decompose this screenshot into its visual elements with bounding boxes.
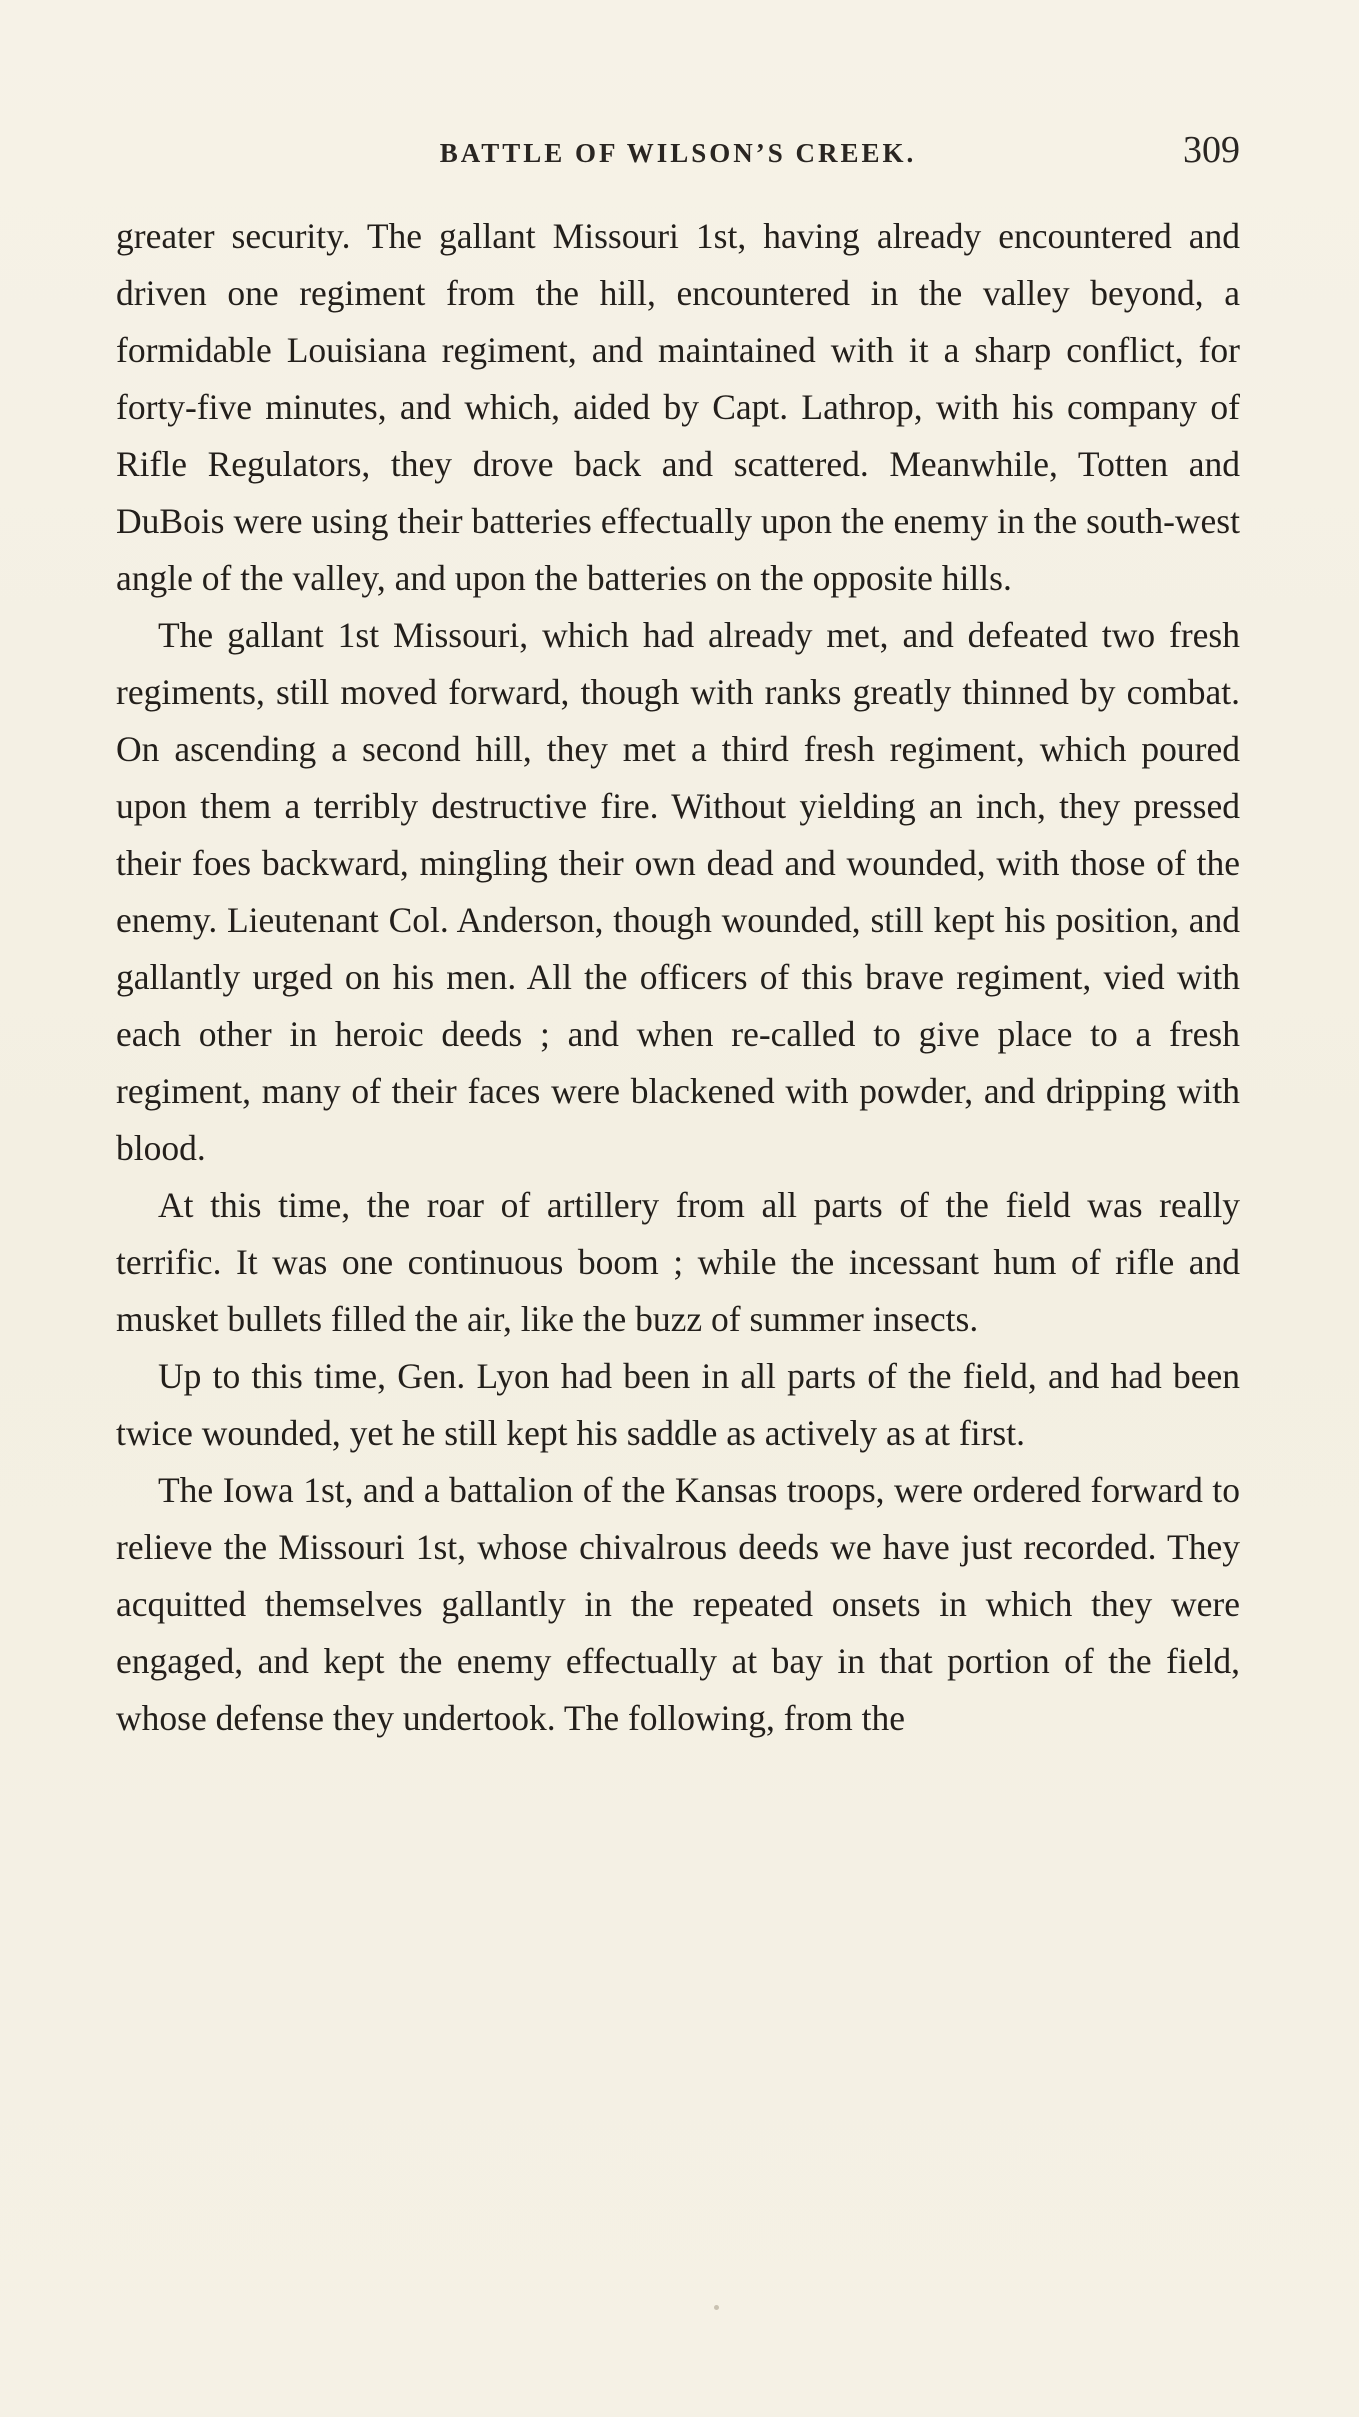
paragraph-2: The gallant 1st Missouri, which had already met, and defeated two fresh regiments, still moved forward, though with ranks greatly thinned by combat. On ascending a second hill, they met a third fresh regiment, which poured upon them a terribly destructive fire. Without yielding an inch, they pressed their foes backward, mingling their own dead and wounded, with those of the enemy. Lieutenant Col. Anderson, though wounded, still kept his position, and gallantly urged on his men. All the officers of this brave regiment, vied with each other in heroic deeds ; and when re-called to give place to a fresh regiment, many of their faces were blackened with powder, and dripping with blood. — [116, 615, 1240, 1168]
paragraph-4: Up to this time, Gen. Lyon had been in all parts of the field, and had been twice wounded, yet he still kept his saddle as actively as at first. — [116, 1356, 1240, 1453]
body-text — [116, 208, 1240, 1747]
paragraph-5: The Iowa 1st, and a battalion of the Kansas troops, were ordered forward to relieve the Missouri 1st, whose chivalrous deeds we have just recorded. They acquitted themselves gallantly in the repeated onsets in which they were engaged, and kept the enemy effectually at bay in that portion of the field, whose defense they undertook. The following, from the — [116, 1470, 1240, 1738]
paragraph-3: At this time, the roar of artillery from all parts of the field was really terrific. It was one continuous boom ; while the incessant hum of rifle and musket bullets filled the air, like the buzz of summer insects. — [116, 1185, 1240, 1339]
paragraph-1: greater security. The gallant Missouri 1st, having already encountered and driven one regiment from the hill, encountered in the valley beyond, a formidable Louisiana regiment, and maintained with it a sharp conflict, for forty-five minutes, and which, aided by Capt. Lathrop, with his company of Rifle Regulators, they drove back and scattered. Meanwhile, Totten and DuBois were using their batteries effectually upon the enemy in the south-west angle of the valley, and upon the batteries on the opposite hills. — [116, 216, 1240, 598]
page-number: 309 — [1183, 129, 1240, 171]
paper-speck — [714, 2305, 719, 2310]
page-header — [116, 128, 1240, 184]
running-title: BATTLE OF WILSON’S CREEK. — [439, 138, 917, 168]
